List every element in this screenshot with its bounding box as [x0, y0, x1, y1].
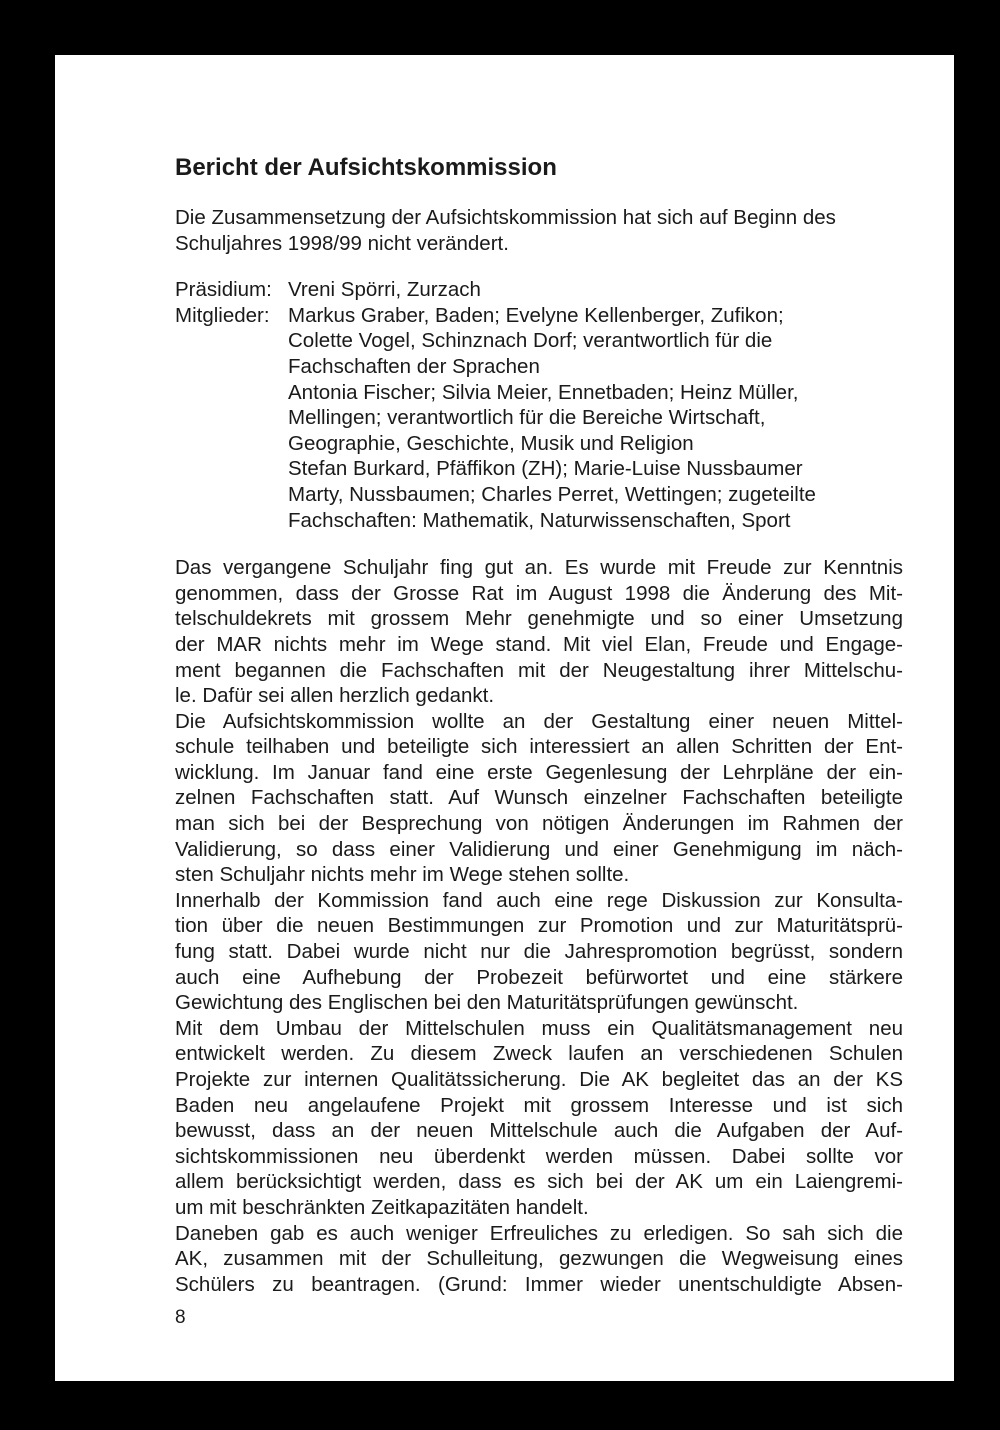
- intro-line: Die Zusammensetzung der Aufsichtskommission hat sich auf Beginn des: [175, 206, 836, 229]
- report-body: [175, 555, 903, 1297]
- body-line: fung statt. Dabei wurde nicht nur die Jahrespromotion begrüsst, sondern: [175, 940, 903, 964]
- body-line: schule teilhaben und beteiligte sich interessiert an allen Schritten der Ent-: [175, 735, 903, 759]
- body-line: sten Schuljahr nichts mehr im Wege stehen sollte.: [175, 863, 630, 887]
- praesidium-label: Präsidium:: [175, 278, 272, 302]
- mitglieder-line: Marty, Nussbaumen; Charles Perret, Wettingen; zugeteilte: [288, 482, 816, 506]
- praesidium-line: Vreni Spörri, Zurzach: [288, 278, 481, 302]
- mitglieder-line: Fachschaften der Sprachen: [288, 354, 540, 378]
- intro-paragraph: [175, 205, 903, 256]
- mitglieder-line: Colette Vogel, Schinznach Dorf; verantwortlich für die: [288, 329, 773, 353]
- page-number: 8: [175, 1307, 186, 1328]
- mitglieder-label: Mitglieder:: [175, 303, 270, 327]
- body-line: telschuldekrets mit grossem Mehr genehmigte und so einer Umsetzung: [175, 607, 903, 631]
- body-line: ment begannen die Fachschaften mit der Neugestaltung ihrer Mittelschu-: [175, 658, 903, 682]
- commission-members: [175, 277, 903, 533]
- body-line: tion über die neuen Bestimmungen zur Promotion und zur Maturitätsprü-: [175, 914, 903, 938]
- body-line: zelnen Fachschaften statt. Auf Wunsch einzelner Fachschaften beteiligte: [175, 786, 903, 810]
- document-page: [55, 55, 954, 1381]
- page-title: Bericht der Aufsichtskommission: [175, 154, 557, 181]
- mitglieder-line: Markus Graber, Baden; Evelyne Kellenberger, Zufikon;: [288, 303, 784, 327]
- body-line: wicklung. Im Januar fand eine erste Gegenlesung der Lehrpläne der ein-: [175, 760, 903, 784]
- body-line: Baden neu angelaufene Projekt mit grossem Interesse und ist sich: [175, 1093, 903, 1117]
- body-line: bewusst, dass an der neuen Mittelschule auch die Aufgaben der Auf-: [175, 1119, 903, 1143]
- mitglieder-line: Antonia Fischer; Silvia Meier, Ennetbaden; Heinz Müller,: [288, 380, 799, 404]
- body-line: um mit beschränkten Zeitkapazitäten handelt.: [175, 1195, 589, 1219]
- body-line: Projekte zur internen Qualitätssicherung. Die AK begleitet das an der KS: [175, 1068, 903, 1091]
- body-line: Die Aufsichtskommission wollte an der Gestaltung einer neuen Mittel-: [175, 709, 903, 733]
- mitglieder-row: [175, 303, 903, 533]
- body-line: entwickelt werden. Zu diesem Zweck laufen an verschiedenen Schulen: [175, 1042, 903, 1066]
- body-line: AK, zusammen mit der Schulleitung, gezwungen die Wegweisung eines: [175, 1247, 903, 1271]
- mitglieder-line: Stefan Burkard, Pfäffikon (ZH); Marie-Luise Nussbaumer: [288, 457, 803, 481]
- praesidium-row: [175, 277, 903, 303]
- body-line: Gewichtung des Englischen bei den Maturitätsprüfungen gewünscht.: [175, 991, 799, 1015]
- mitglieder-line: Geographie, Geschichte, Musik und Religion: [288, 431, 694, 455]
- body-line: sichtskommissionen neu überdenkt werden müssen. Dabei sollte vor: [175, 1144, 903, 1168]
- praesidium-names: [288, 277, 903, 303]
- mitglieder-names: [288, 303, 903, 533]
- mitglieder-line: Fachschaften: Mathematik, Naturwissenschaften, Sport: [288, 508, 791, 532]
- body-line: Das vergangene Schuljahr fing gut an. Es wurde mit Freude zur Kenntnis: [175, 556, 903, 580]
- body-line: man sich bei der Besprechung von nötigen Änderungen im Rahmen der: [175, 812, 903, 836]
- body-line: der MAR nichts mehr im Wege stand. Mit viel Elan, Freude und Engage-: [175, 632, 903, 656]
- body-line: auch eine Aufhebung der Probezeit befürwortet und eine stärkere: [175, 965, 903, 989]
- body-line: Schülers zu beantragen. (Grund: Immer wieder unentschuldigte Absen-: [175, 1272, 903, 1296]
- mitglieder-line: Mellingen; verantwortlich für die Bereiche Wirtschaft,: [288, 406, 766, 430]
- body-line: Mit dem Umbau der Mittelschulen muss ein Qualitätsmanagement neu: [175, 1016, 903, 1040]
- body-line: Validierung, so dass einer Validierung und einer Genehmigung im näch-: [175, 837, 903, 861]
- body-line: Innerhalb der Kommission fand auch eine rege Diskussion zur Konsulta-: [175, 888, 903, 912]
- document-content: [175, 153, 903, 1297]
- intro-line: Schuljahres 1998/99 nicht verändert.: [175, 231, 509, 255]
- body-line: Daneben gab es auch weniger Erfreuliches zu erledigen. So sah sich die: [175, 1221, 903, 1245]
- body-line: allem berücksichtigt werden, dass es sich bei der AK um ein Laiengremi-: [175, 1170, 903, 1194]
- body-line: genommen, dass der Grosse Rat im August 1998 die Änderung des Mit-: [175, 581, 903, 605]
- body-line: le. Dafür sei allen herzlich gedankt.: [175, 684, 495, 708]
